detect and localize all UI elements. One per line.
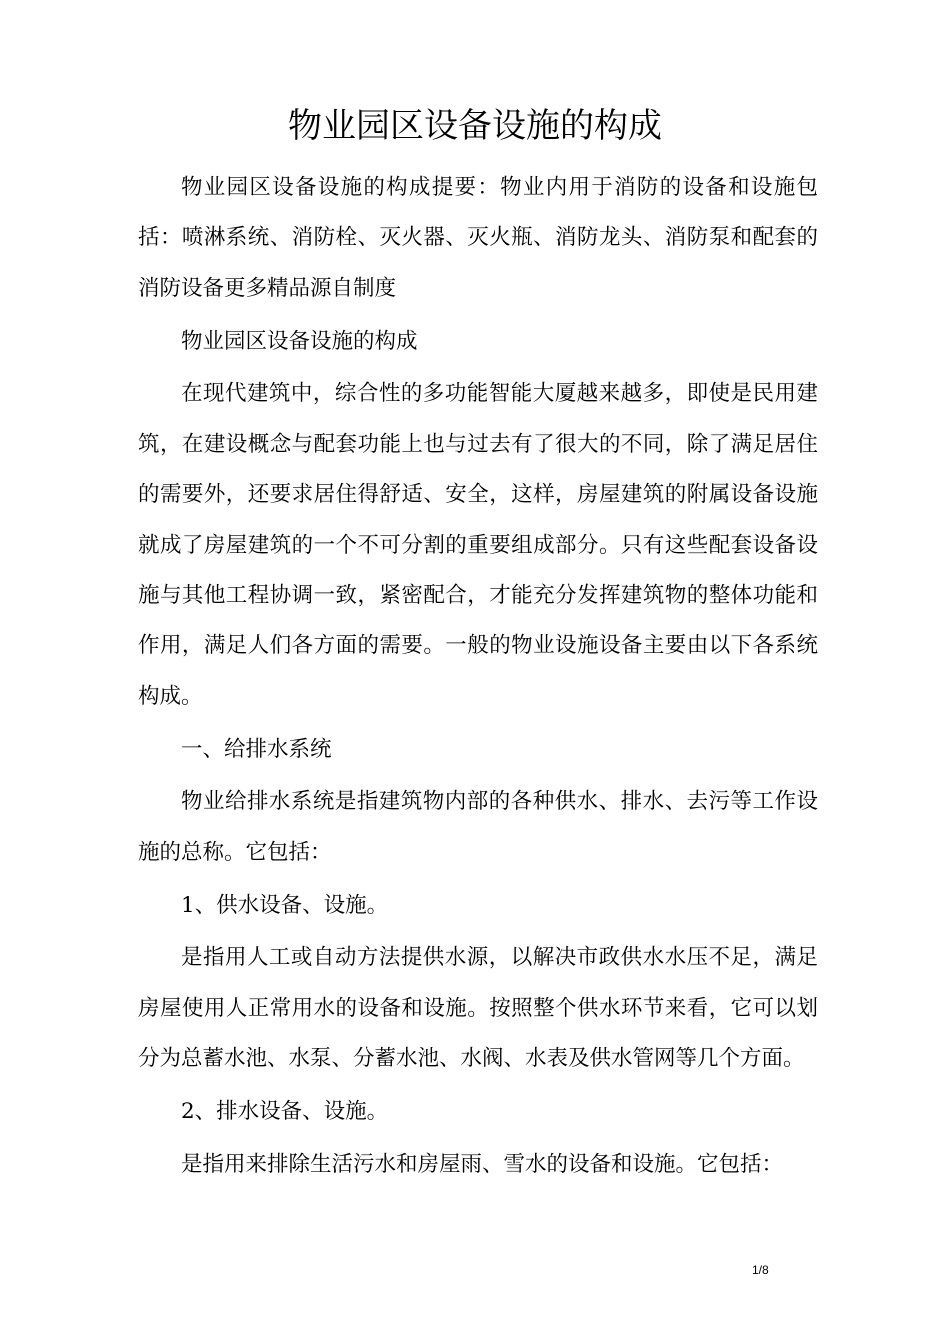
document-body — [138, 163, 818, 1193]
drainage-paragraph: 是指用来排除生活污水和房屋雨、雪水的设备和设施。它包括： — [181, 1151, 784, 1177]
subsection-heading-drainage: 2、排水设备、设施。 — [181, 1099, 389, 1125]
section-heading: 物业园区设备设施的构成 — [181, 328, 418, 354]
water-supply-paragraph: 是指用人工或自动方法提供水源，以解决市政供水水压不足，满足房屋使用人正常用水的设备和设施。按照整个供水环节来看，它可以划分为总蓄水池、水泵、分蓄水池、水阀、水表及供水管网等几个方面。 — [138, 945, 818, 1072]
subsection-heading-water-supply: 1、供水设备、设施。 — [181, 892, 389, 918]
section-heading-water-system: 一、给排水系统 — [181, 736, 332, 762]
intro-paragraph: 在现代建筑中，综合性的多功能智能大厦越来越多，即使是民用建筑，在建设概念与配套功能上也与过去有了很大的不同，除了满足居住的需要外，还要求居住得舒适、安全，这样，房屋建筑的附属设备设施就成了房屋建筑的一个不可分割的重要组成部分。只有这些配套设备设施与其他工程协调一致，紧密配合，才能充分发挥建筑物的整体功能和作用，满足人们各方面的需要。一般的物业设施设备主要由以下各系统构成。 — [138, 381, 818, 709]
document-title: 物业园区设备设施的构成 — [288, 106, 662, 146]
summary-paragraph: 物业园区设备设施的构成提要：物业内用于消防的设备和设施包括：喷淋系统、消防栓、灭火器、灭火瓶、消防龙头、消防泵和配套的消防设备更多精品源自制度 — [138, 175, 818, 301]
page-number: 1/8 — [752, 1263, 769, 1277]
water-system-paragraph: 物业给排水系统是指建筑物内部的各种供水、排水、去污等工作设施的总称。它包括： — [138, 789, 818, 865]
